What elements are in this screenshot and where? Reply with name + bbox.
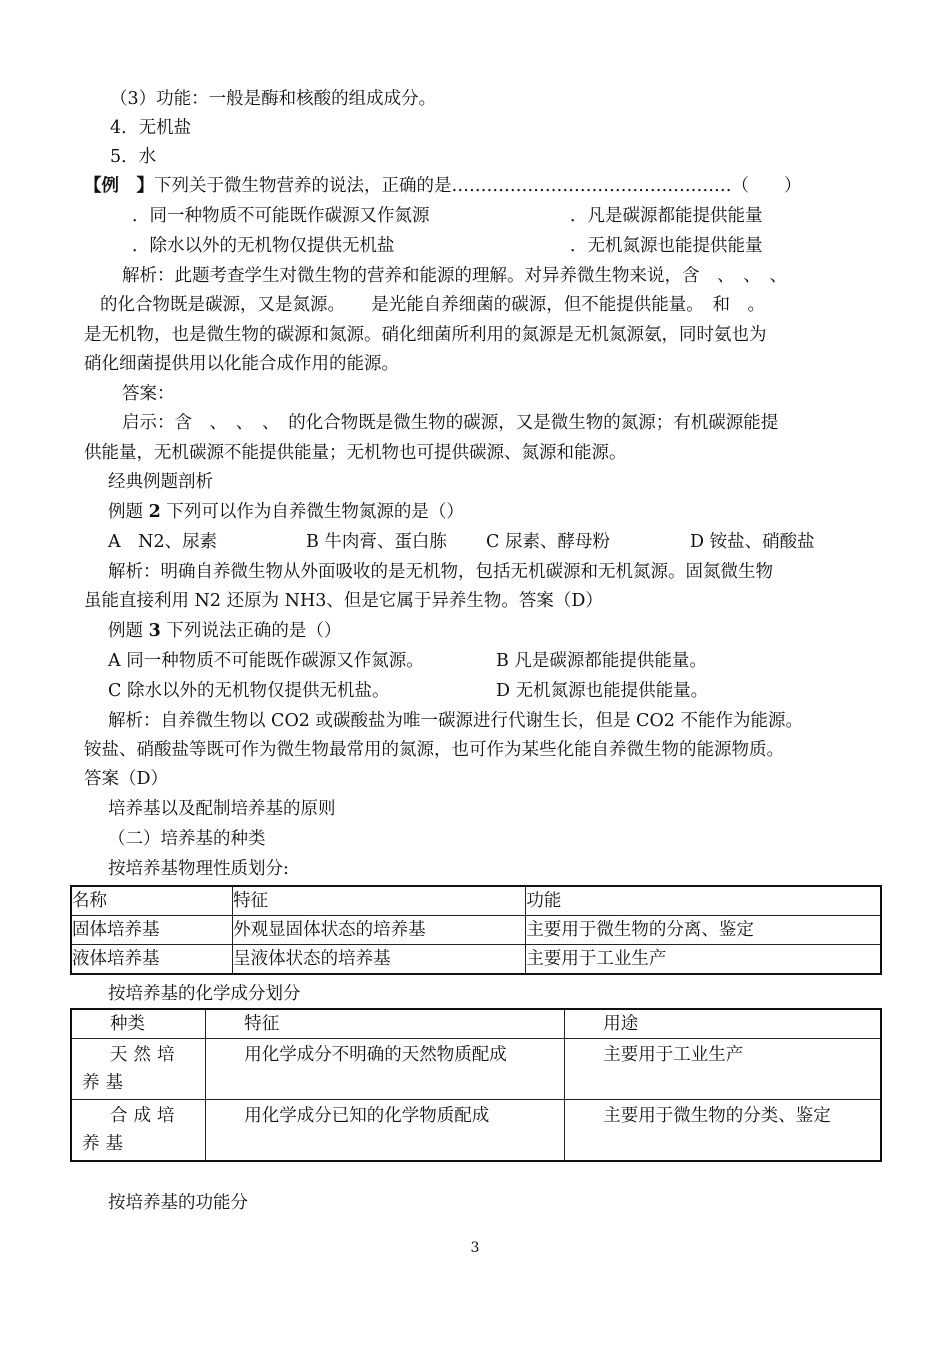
- example2-option-d: D 铵盐、硝酸盐: [690, 532, 815, 552]
- header-type: 种类: [71, 1009, 206, 1039]
- table-cell: 用化学成分已知的化学物质配成: [206, 1100, 565, 1161]
- example1-question: [84, 173, 802, 199]
- example1-hint-line2: 供能量，无机碳源不能提供能量；无机物也可提供碳源、氮源和能源。: [84, 443, 627, 463]
- example3-option-a: A 同一种物质不可能既作碳源又作氮源。: [108, 651, 424, 671]
- example1-question-text: 下列关于微生物营养的说法，正确的是…………………………………………（ ）: [154, 176, 802, 196]
- page-number: 3: [470, 1240, 480, 1256]
- example1-hint-line1: 启示：含 、 、 、 的化合物既是微生物的碳源，又是微生物的氮源；有机碳源能提: [122, 413, 779, 433]
- example1-option-b: ．凡是碳源都能提供能量: [570, 206, 763, 226]
- example3-question-text: 下列说法正确的是（）: [160, 621, 342, 641]
- table-cell: 固体培养基: [71, 916, 233, 945]
- table-header-row: [71, 1009, 881, 1039]
- example3-option-c: C 除水以外的无机物仅提供无机盐。: [108, 681, 390, 701]
- example3-analysis-line1: 解析：自养微生物以 CO2 或碳酸盐为唯一碳源进行代谢生长，但是 CO2 不能作为能源。: [108, 711, 803, 731]
- example2-option-b: B 牛肉膏、蛋白胨: [306, 532, 447, 552]
- example1-analysis-line3: 是无机物，也是微生物的碳源和氮源。硝化细菌所利用的氮源是无机氮源氨，同时氨也为: [84, 325, 767, 345]
- example2-option-c: C 尿素、酵母粉: [486, 532, 610, 552]
- example2-question-text: 下列可以作为自养微生物氮源的是（）: [160, 502, 464, 522]
- example2-number: 2: [148, 502, 161, 522]
- example3-number: 3: [148, 621, 161, 641]
- section-title: 经典例题剖析: [108, 472, 213, 492]
- example2-analysis-line1: 解析：明确自养微生物从外面吸收的是无机物，包括无机碳源和无机氮源。固氮微生物: [108, 562, 773, 582]
- table-cell: 主要用于微生物的分离、鉴定: [526, 916, 881, 945]
- example1-option-a: ．同一种物质不可能既作碳源又作氮源: [132, 206, 430, 226]
- chemical-composition-table: [70, 1008, 882, 1162]
- table-cell: 天然培养基: [71, 1039, 206, 1100]
- table-cell: 主要用于工业生产: [565, 1039, 881, 1100]
- example3-option-b: B 凡是碳源都能提供能量。: [496, 651, 707, 671]
- table-cell: 呈液体状态的培养基: [233, 945, 526, 975]
- example1-analysis-line2: 的化合物既是碳源，又是氮源。 是光能自养细菌的碳源，但不能提供能量。 和 。: [100, 295, 765, 315]
- function-line: （3）功能：一般是酶和核酸的组成成分。: [110, 89, 437, 109]
- example2-prefix: 例题: [108, 502, 149, 522]
- table-header-row: [71, 886, 881, 916]
- header-feature: 特征: [233, 886, 526, 916]
- example3-analysis-line3: 答案（D）: [84, 769, 169, 789]
- header-usage: 用途: [565, 1009, 881, 1039]
- header-name: 名称: [71, 886, 233, 916]
- table-cell: 外观显固体状态的培养基: [233, 916, 526, 945]
- example1-answer: 答案：: [122, 384, 175, 404]
- example2-question: [108, 499, 464, 525]
- example1-analysis-line4: 硝化细菌提供用以化能合成作用的能源。: [84, 354, 399, 374]
- example1-option-c: ．除水以外的无机物仅提供无机盐: [132, 236, 395, 256]
- table-cell: 用化学成分不明确的天然物质配成: [206, 1039, 565, 1100]
- table-cell: 合成培养基: [71, 1100, 206, 1161]
- item-inorganic-salt: 4．无机盐: [110, 118, 192, 138]
- example3-analysis-line2: 铵盐、硝酸盐等既可作为微生物最常用的氮源，也可作为某些化能自养微生物的能源物质。: [84, 740, 784, 760]
- physical-properties-table: [70, 885, 882, 975]
- example1-option-d: ．无机氮源也能提供能量: [570, 236, 763, 256]
- culture-heading: 培养基以及配制培养基的原则: [108, 799, 336, 819]
- table-row: [71, 1100, 881, 1161]
- chemical-heading: 按培养基的化学成分划分: [108, 984, 301, 1004]
- physical-heading: 按培养基物理性质划分:: [108, 859, 289, 879]
- function-heading: 按培养基的功能分: [108, 1193, 248, 1213]
- header-function: 功能: [526, 886, 881, 916]
- example3-prefix: 例题: [108, 621, 149, 641]
- header-feature: 特征: [206, 1009, 565, 1039]
- example1-label: 【例 】: [84, 176, 154, 196]
- table-cell: 液体培养基: [71, 945, 233, 975]
- table-cell: 主要用于微生物的分类、鉴定: [565, 1100, 881, 1161]
- table-row: [71, 916, 881, 945]
- example3-option-d: D 无机氮源也能提供能量。: [496, 681, 709, 701]
- example2-option-a: A N2、尿素: [108, 532, 218, 552]
- item-water: 5．水: [110, 147, 157, 167]
- example3-question: [108, 618, 341, 644]
- example1-analysis-line1: 解析：此题考查学生对微生物的营养和能源的理解。对异养微生物来说，含 、 、 、: [122, 266, 787, 286]
- table-row: [71, 945, 881, 975]
- table-row: [71, 1039, 881, 1100]
- example2-analysis-line2: 虽能直接利用 N2 还原为 NH3、但是它属于异养生物。答案（D）: [84, 591, 603, 611]
- culture-types-heading: （二）培养基的种类: [108, 829, 266, 849]
- table-cell: 主要用于工业生产: [526, 945, 881, 975]
